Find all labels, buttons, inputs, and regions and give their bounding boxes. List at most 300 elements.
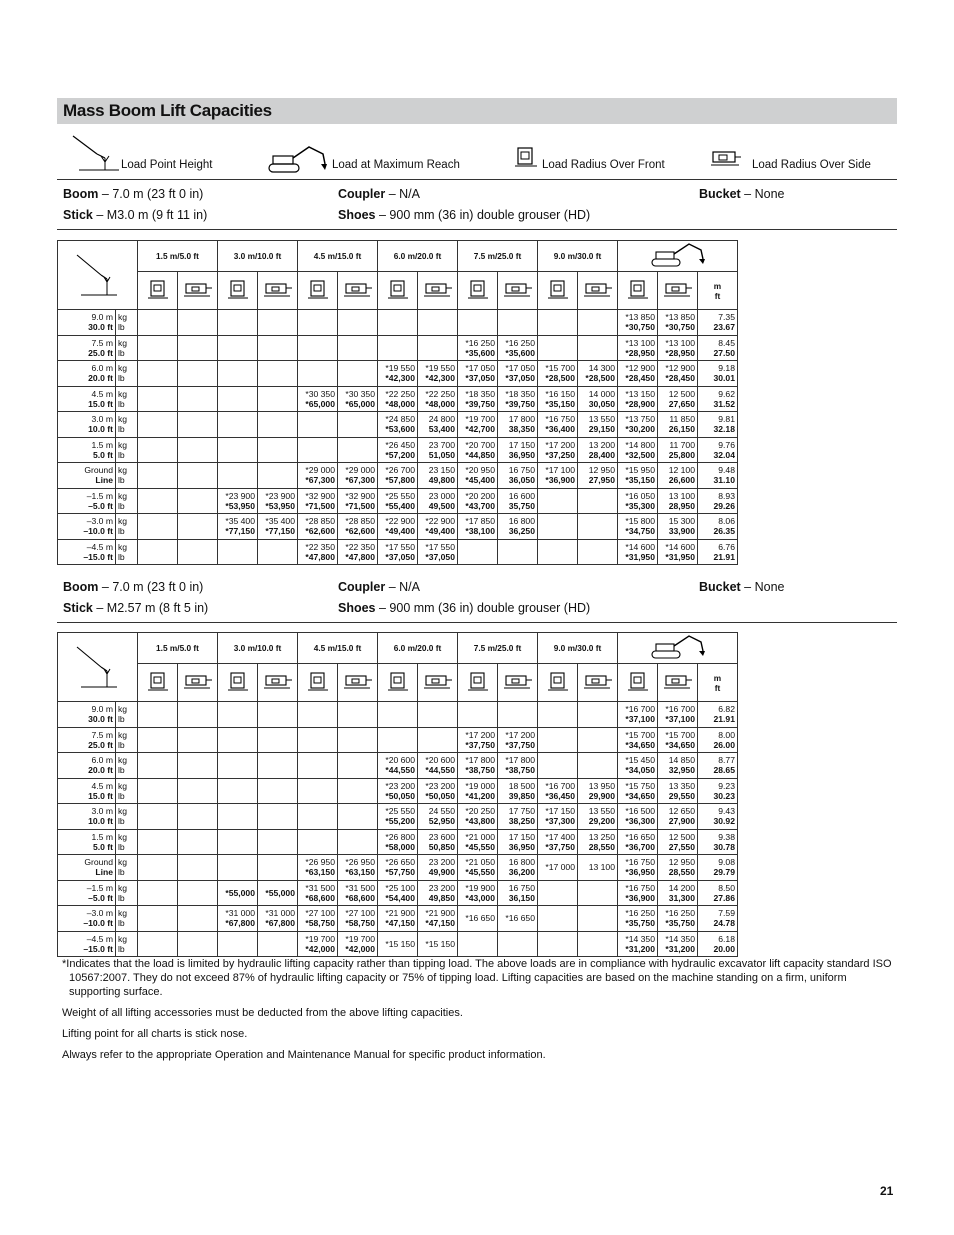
capacity-kg: *23 900 (225, 490, 255, 501)
radius-side-icon (263, 672, 293, 692)
capacity-cell (138, 310, 178, 336)
capacity-kg: *18 350 (465, 388, 495, 399)
capacity-cell (218, 778, 258, 804)
capacity-lb: *37,300 (545, 816, 575, 827)
capacity-kg: *25 550 (385, 490, 415, 501)
height-cell (58, 437, 116, 463)
capacity-cell (378, 931, 418, 957)
capacity-cell (418, 514, 458, 540)
unit-cell (116, 855, 138, 881)
capacity-cell (498, 488, 538, 514)
reach-ft: 30.23 (713, 790, 735, 801)
capacity-kg: *15 750 (625, 780, 655, 791)
capacity-cell (418, 488, 458, 514)
capacity-cell (498, 931, 538, 957)
capacity-cell (458, 539, 498, 565)
unit-lb: lb (118, 867, 125, 878)
unit-cell (116, 310, 138, 336)
capacity-lb: *42,000 (345, 943, 375, 954)
reach-ft: 21.91 (713, 714, 735, 725)
capacity-cell (298, 412, 338, 438)
capacity-cell (138, 539, 178, 565)
capacity-lb: *58,000 (385, 841, 415, 852)
capacity-cell (218, 335, 258, 361)
height-m: 3.0 m (91, 806, 113, 817)
front-header (458, 664, 498, 702)
capacity-kg: 16 750 (508, 465, 535, 476)
capacity-kg: *13 750 (625, 414, 655, 425)
height-m: –4.5 m (86, 541, 113, 552)
reach-cell (698, 361, 738, 387)
capacity-kg: *30 350 (345, 388, 375, 399)
radius-front-icon (546, 278, 570, 302)
capacity-kg: *17 050 (465, 363, 495, 374)
capacity-lb: *71,500 (345, 500, 375, 511)
capacity-cell (458, 412, 498, 438)
capacity-lb: *32,500 (625, 449, 655, 460)
capacity-cell (658, 463, 698, 489)
capacity-lb: *28,500 (585, 373, 615, 384)
capacity-cell (498, 880, 538, 906)
table-row (58, 361, 738, 387)
unit-cell (116, 829, 138, 855)
capacity-cell (658, 855, 698, 881)
capacity-cell (338, 514, 378, 540)
capacity-cell (298, 437, 338, 463)
capacity-cell (258, 361, 298, 387)
capacity-cell (538, 931, 578, 957)
capacity-cell (418, 804, 458, 830)
capacity-kg: *16 650 (625, 831, 655, 842)
reach-m: 9.48 (718, 465, 735, 476)
capacity-lb: 28,550 (588, 841, 615, 852)
height-ft: –15.0 ft (83, 943, 113, 954)
capacity-lb: *62,600 (305, 526, 335, 537)
capacity-kg: 23 000 (428, 490, 455, 501)
capacity-cell (258, 412, 298, 438)
capacity-cell (578, 829, 618, 855)
radius-header: 9.0 m/30.0 ft (538, 633, 618, 664)
capacity-lb: *41,200 (465, 790, 495, 801)
table-row (58, 829, 738, 855)
radius-header: 6.0 m/20.0 ft (378, 241, 458, 272)
capacity-lb: *37,250 (545, 449, 575, 460)
capacity-cell (138, 778, 178, 804)
height-cell (58, 855, 116, 881)
reach-m: 9.81 (718, 414, 735, 425)
capacity-kg: *22 350 (345, 541, 375, 552)
radius-side-icon (343, 280, 373, 300)
height-ft: –5.0 ft (88, 892, 113, 903)
capacity-cell (378, 539, 418, 565)
radius-front-icon (226, 278, 250, 302)
table-row (58, 931, 738, 957)
capacity-cell (578, 539, 618, 565)
capacity-cell (178, 488, 218, 514)
capacity-cell (338, 412, 378, 438)
capacity-cell (618, 488, 658, 514)
capacity-lb: 39,850 (508, 790, 535, 801)
front-header (458, 272, 498, 310)
capacity-cell (578, 488, 618, 514)
capacity-cell (178, 829, 218, 855)
capacity-lb: *42,000 (305, 943, 335, 954)
capacity-cell (178, 437, 218, 463)
radius-side-icon (183, 672, 213, 692)
capacity-lb: *43,000 (465, 892, 495, 903)
capacity-lb: 28,950 (668, 500, 695, 511)
reach-cell (698, 386, 738, 412)
radius-front-icon (386, 278, 410, 302)
table-row (58, 880, 738, 906)
capacity-kg: *35 400 (265, 516, 295, 527)
capacity-kg: *15 150 (425, 938, 455, 949)
capacity-cell (178, 804, 218, 830)
table-row (58, 335, 738, 361)
capacity-cell (658, 437, 698, 463)
capacity-kg: *20 950 (465, 465, 495, 476)
capacity-kg: 11 850 (669, 414, 695, 425)
capacity-cell (338, 829, 378, 855)
capacity-cell (458, 855, 498, 881)
side-header (658, 272, 698, 310)
capacity-cell (658, 753, 698, 779)
capacity-lb: 27,650 (668, 398, 695, 409)
radius-front-icon (386, 670, 410, 694)
shoes-value: – 900 mm (36 in) double grouser (HD) (375, 601, 591, 615)
footnotes (62, 957, 892, 1069)
capacity-lb: *62,600 (345, 526, 375, 537)
height-m: Ground (84, 857, 113, 868)
capacity-lb: *35,150 (545, 398, 575, 409)
capacity-cell (618, 463, 658, 489)
reach-m: 6.76 (718, 541, 735, 552)
reach-cell (698, 855, 738, 881)
capacity-kg: 16 600 (508, 490, 535, 501)
capacity-lb: *34,650 (625, 739, 655, 750)
capacity-cell (258, 880, 298, 906)
capacity-kg: 23 200 (428, 882, 455, 893)
unit-lb: lb (118, 551, 125, 562)
capacity-kg: 13 550 (588, 806, 615, 817)
reach-m: 9.38 (718, 831, 735, 842)
unit-lb: lb (118, 841, 125, 852)
capacity-lb: 28,550 (668, 867, 695, 878)
radius-front-icon (626, 670, 650, 694)
unit-kg: kg (118, 857, 128, 868)
capacity-lb: 27,550 (668, 841, 695, 852)
capacity-cell (338, 437, 378, 463)
table-row (58, 906, 738, 932)
capacity-cell (538, 829, 578, 855)
capacity-lb: 27,950 (588, 475, 615, 486)
capacity-kg: *17 100 (545, 465, 575, 476)
capacity-cell (378, 463, 418, 489)
front-header (298, 272, 338, 310)
capacity-lb: 36,250 (508, 526, 535, 537)
capacity-kg: 12 500 (668, 388, 695, 399)
table-row (58, 412, 738, 438)
capacity-lb: *77,150 (265, 526, 295, 537)
capacity-kg: *15 700 (625, 729, 655, 740)
capacity-cell (578, 778, 618, 804)
capacity-kg: 17 150 (508, 439, 535, 450)
height-m: 7.5 m (91, 337, 113, 348)
capacity-cell (338, 335, 378, 361)
capacity-cell (658, 804, 698, 830)
capacity-cell (298, 335, 338, 361)
capacity-cell (658, 335, 698, 361)
capacity-lb: *45,400 (465, 475, 495, 486)
excavator-icon (649, 633, 707, 661)
capacity-kg: *26 950 (305, 857, 335, 868)
unit-kg: kg (118, 337, 128, 348)
capacity-lb: *49,400 (425, 526, 455, 537)
capacity-cell (258, 514, 298, 540)
boom-value: – 7.0 m (23 ft 0 in) (98, 187, 204, 201)
capacity-cell (658, 514, 698, 540)
capacity-cell (338, 488, 378, 514)
height-cell (58, 931, 116, 957)
height-m: 9.0 m (91, 704, 113, 715)
reach-cell (698, 753, 738, 779)
side-header (498, 664, 538, 702)
reach-ft: 27.50 (713, 347, 735, 358)
capacity-kg: *16 250 (665, 908, 695, 919)
capacity-lb: *31,950 (625, 551, 655, 562)
capacity-cell (178, 361, 218, 387)
reach-ft: 29.79 (713, 867, 735, 878)
radius-side-icon (423, 672, 453, 692)
capacity-kg: *31 500 (305, 882, 335, 893)
capacity-cell (538, 855, 578, 881)
height-cell (58, 804, 116, 830)
capacity-lb: *55,200 (385, 816, 415, 827)
capacity-cell (138, 386, 178, 412)
reach-cell (698, 335, 738, 361)
capacity-lb: *43,700 (465, 500, 495, 511)
capacity-cell (138, 335, 178, 361)
front-header (138, 272, 178, 310)
height-cell (58, 880, 116, 906)
capacity-cell (138, 514, 178, 540)
capacity-kg: *14 800 (625, 439, 655, 450)
capacity-lb: *67,800 (265, 918, 295, 929)
unit-lb: lb (118, 373, 125, 384)
capacity-lb: 35,750 (508, 500, 535, 511)
reach-ft: 26.00 (713, 739, 735, 750)
capacity-cell (138, 855, 178, 881)
max-reach-header (618, 633, 738, 664)
capacity-kg: *13 850 (665, 312, 695, 323)
capacity-lb: *34,750 (625, 526, 655, 537)
capacity-cell (378, 727, 418, 753)
capacity-lb: *36,700 (625, 841, 655, 852)
reach-m: 9.23 (718, 780, 735, 791)
capacity-lb: *30,200 (625, 424, 655, 435)
capacity-kg: *26 650 (385, 857, 415, 868)
front-header (298, 664, 338, 702)
capacity-cell (498, 412, 538, 438)
front-header (378, 272, 418, 310)
capacity-lb: *71,500 (305, 500, 335, 511)
capacity-lb: 31,300 (668, 892, 695, 903)
radius-front-icon (146, 670, 170, 694)
capacity-cell (298, 778, 338, 804)
capacity-lb: *37,050 (385, 551, 415, 562)
unit-kg: kg (118, 541, 128, 552)
capacity-lb: *31,950 (665, 551, 695, 562)
capacity-kg: *16 750 (625, 857, 655, 868)
page-title: Mass Boom Lift Capacities (63, 101, 272, 120)
reach-cell (698, 437, 738, 463)
capacity-kg: *16 150 (545, 388, 575, 399)
unit-cell (116, 880, 138, 906)
capacity-kg: *17 400 (545, 831, 575, 842)
capacity-lb: 36,050 (508, 475, 535, 486)
unit-kg: kg (118, 312, 128, 323)
unit-kg: kg (118, 806, 128, 817)
capacity-cell (458, 335, 498, 361)
capacity-cell (378, 488, 418, 514)
reach-ft: 31.10 (713, 475, 735, 486)
capacity-cell (578, 855, 618, 881)
reach-unit-ft: ft (714, 682, 721, 693)
capacity-cell (298, 539, 338, 565)
capacity-cell (538, 778, 578, 804)
capacity-cell (218, 753, 258, 779)
capacity-lb: *37,050 (465, 373, 495, 384)
capacity-cell (218, 386, 258, 412)
capacity-lb: *67,300 (345, 475, 375, 486)
capacity-cell (138, 727, 178, 753)
reach-m: 8.50 (718, 882, 735, 893)
capacity-cell (658, 539, 698, 565)
capacity-cell (218, 310, 258, 336)
capacity-cell (458, 386, 498, 412)
capacity-lb: *38,100 (465, 526, 495, 537)
unit-lb: lb (118, 424, 125, 435)
capacity-cell (258, 310, 298, 336)
capacity-cell (618, 702, 658, 728)
capacity-cell (538, 386, 578, 412)
capacity-lb: *30,750 (625, 322, 655, 333)
reach-ft: 32.04 (713, 449, 735, 460)
load-point-height-header (58, 633, 138, 702)
capacity-cell (178, 412, 218, 438)
capacity-cell (578, 727, 618, 753)
capacity-cell (498, 702, 538, 728)
capacity-cell (578, 335, 618, 361)
capacity-cell (298, 906, 338, 932)
capacity-cell (618, 753, 658, 779)
unit-kg: kg (118, 465, 128, 476)
capacity-kg: *16 750 (625, 882, 655, 893)
unit-lb: lb (118, 765, 125, 776)
capacity-cell (538, 804, 578, 830)
height-ft: 25.0 ft (88, 739, 113, 750)
capacity-cell (538, 727, 578, 753)
unit-kg: kg (118, 908, 128, 919)
capacity-cell (418, 931, 458, 957)
capacity-lb: 27,900 (668, 816, 695, 827)
unit-kg: kg (118, 729, 128, 740)
table-row (58, 855, 738, 881)
capacity-cell (338, 539, 378, 565)
unit-kg: kg (118, 363, 128, 374)
capacity-cell (538, 880, 578, 906)
capacity-lb: *35,300 (625, 500, 655, 511)
reach-cell (698, 804, 738, 830)
height-cell (58, 753, 116, 779)
capacity-cell (298, 727, 338, 753)
capacity-kg: 14 300 (588, 363, 615, 374)
side-header (178, 664, 218, 702)
capacity-cell (218, 906, 258, 932)
capacity-cell (218, 727, 258, 753)
capacity-cell (498, 539, 538, 565)
capacity-kg: *17 550 (425, 541, 455, 552)
capacity-kg: *23 200 (425, 780, 455, 791)
reach-m: 9.62 (718, 388, 735, 399)
capacity-kg: 15 300 (668, 516, 695, 527)
config-specs-2 (57, 575, 897, 623)
boom-label: Boom (63, 580, 99, 594)
side-header (418, 664, 458, 702)
side-header (258, 272, 298, 310)
capacity-lb: *58,750 (305, 918, 335, 929)
radius-front-icon (306, 278, 330, 302)
capacity-lb: *68,600 (345, 892, 375, 903)
capacity-lb: 36,950 (508, 841, 535, 852)
bucket-value: – None (740, 580, 785, 594)
unit-cell (116, 437, 138, 463)
capacity-lb: 29,550 (668, 790, 695, 801)
capacity-lb: *44,850 (465, 449, 495, 460)
capacity-cell (298, 804, 338, 830)
reach-unit-m: m (713, 280, 722, 291)
capacity-lb: 49,900 (428, 867, 455, 878)
capacity-lb: *77,150 (225, 526, 255, 537)
capacity-lb: *36,450 (545, 790, 575, 801)
unit-kg: kg (118, 516, 128, 527)
capacity-cell (218, 804, 258, 830)
capacity-lb: *35,600 (465, 347, 495, 358)
capacity-lb: *28,500 (545, 373, 575, 384)
capacity-kg: *32 900 (345, 490, 375, 501)
excavator-icon (649, 241, 707, 269)
capacity-kg: 12 950 (668, 857, 695, 868)
capacity-kg: *20 200 (465, 490, 495, 501)
capacity-lb: 32,950 (668, 765, 695, 776)
capacity-kg: *26 700 (385, 465, 415, 476)
capacity-cell (258, 727, 298, 753)
radius-side-icon (423, 280, 453, 300)
capacity-cell (618, 386, 658, 412)
capacity-kg: *17 850 (465, 516, 495, 527)
reach-unit-header (698, 272, 738, 310)
capacity-cell (578, 412, 618, 438)
capacity-lb: *31,200 (625, 943, 655, 954)
capacity-kg: *23 200 (385, 780, 415, 791)
height-ft: 5.0 ft (92, 841, 113, 852)
capacity-cell (378, 514, 418, 540)
capacity-lb: 30,050 (588, 398, 615, 409)
capacity-lb: *55,000 (265, 887, 295, 898)
capacity-cell (418, 412, 458, 438)
capacity-cell (338, 463, 378, 489)
unit-lb: lb (118, 398, 125, 409)
